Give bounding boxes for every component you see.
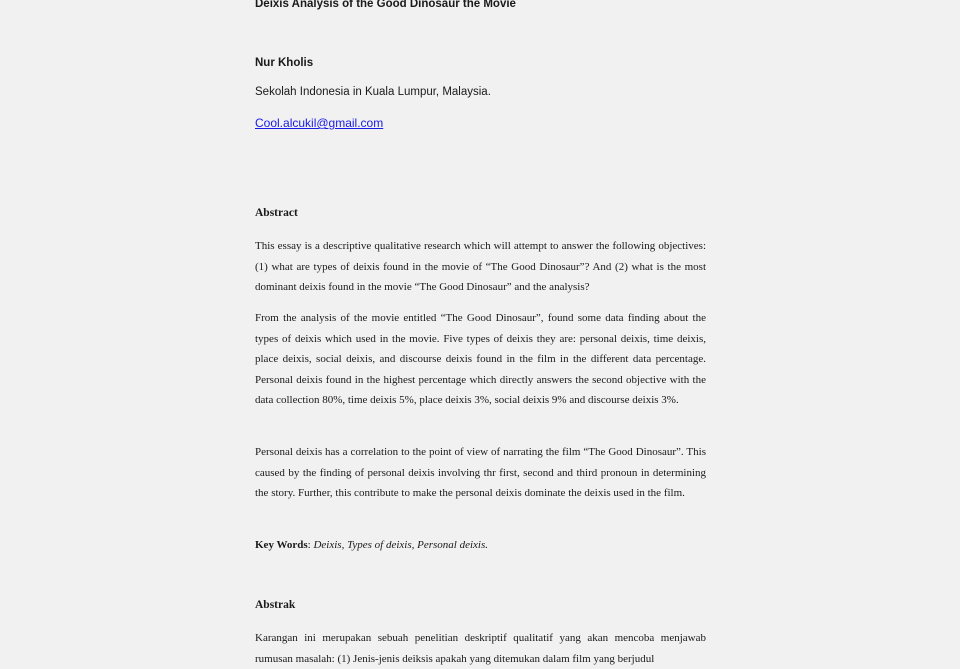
abstract-paragraph-3: Personal deixis has a correlation to the point of view of narrating the film “The Good Dinosaur”. This caused by the finding of personal deixis involving thr first, second and third pronoun in determining the story. Further, this contribute to make the personal deixis dominate the deixis used in the film. <box>255 446 706 500</box>
author-affiliation: Sekolah Indonesia in Kuala Lumpur, Malaysia. <box>255 86 491 98</box>
abstrak-heading: Abstrak <box>255 599 296 611</box>
author-email-link[interactable]: Cool.alcukil@gmail.com <box>255 116 384 130</box>
abstrak-paragraph: Karangan ini merupakan sebuah penelitian deskriptif qualitatif yang akan mencoba menjawab rumusan masalah: (1) Jenis-jenis deiksis apakah yang ditemukan dalam film yang berjudul <box>255 632 706 665</box>
abstract-heading: Abstract <box>255 207 298 219</box>
keywords-terms: Deixis, Types of deixis, Personal deixis. <box>313 539 489 551</box>
keywords-line <box>255 535 488 556</box>
author-name: Nur Kholis <box>255 57 314 69</box>
keywords-separator: : <box>307 539 314 551</box>
keywords-label: Key Words <box>255 539 308 551</box>
paper-title: Deixis Analysis of the Good Dinosaur the Movie <box>255 0 516 10</box>
abstract-paragraph-1: This essay is a descriptive qualitative research which will attempt to answer the following objectives: (1) what are types of deixis found in the movie of “The Good Dinosaur”? And (2) what is the most dominant deixis found in the movie “The Good Dinosaur” and the analysis? <box>255 240 706 294</box>
abstract-paragraph-2: From the analysis of the movie entitled “The Good Dinosaur”, found some data finding about the types of deixis which used in the movie. Five types of deixis they are: personal deixis, time deixis, place deixis, social deixis, and discourse deixis found in the film in the different data percentage. Personal deixis found in the highest percentage which directly answers the second objective with the data collection 80%, time deixis 5%, place deixis 3%, social deixis 9% and discourse deixis 3%. <box>255 312 706 407</box>
